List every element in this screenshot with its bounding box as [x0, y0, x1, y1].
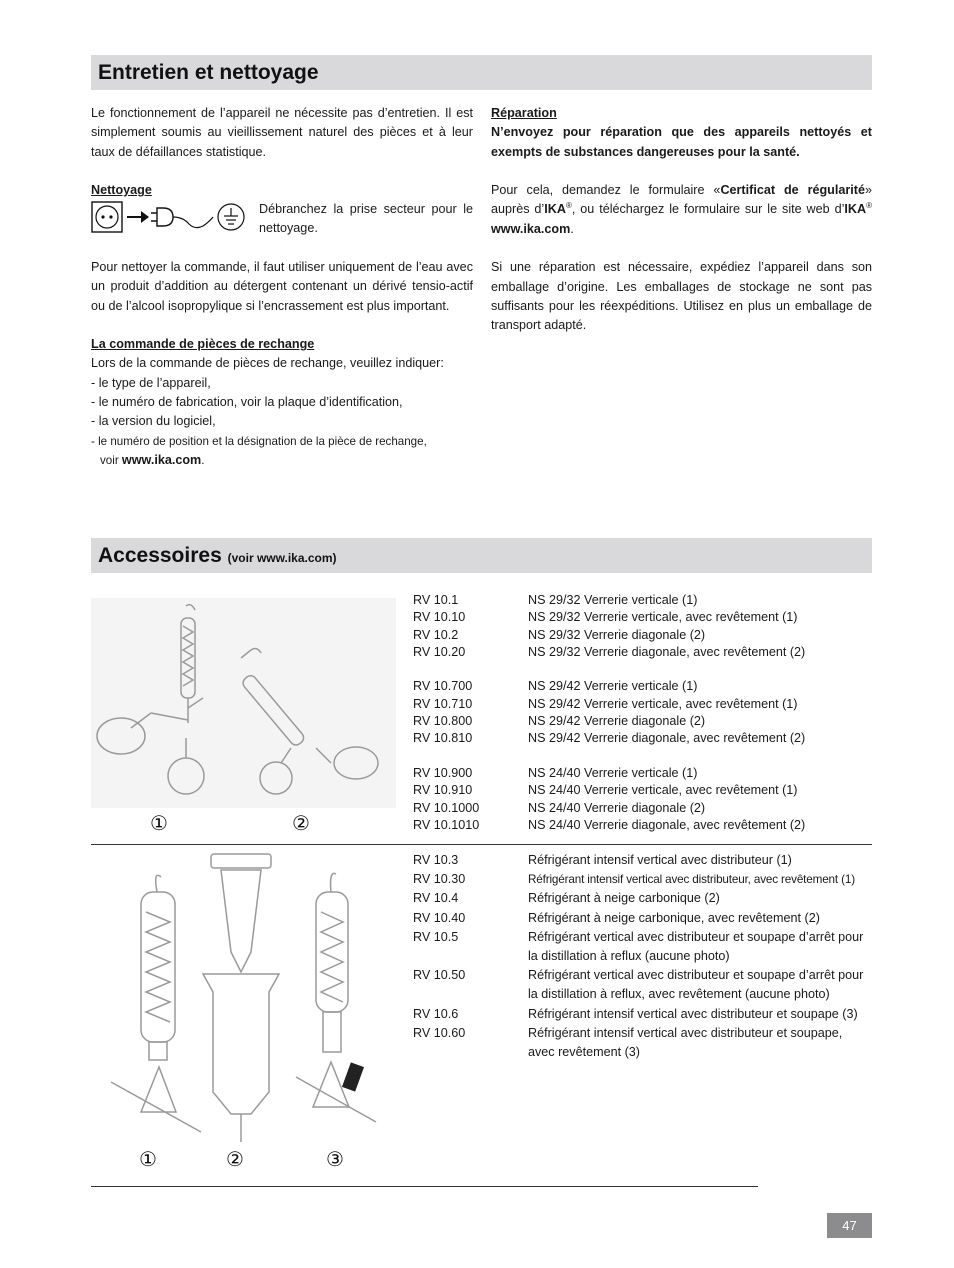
section-header-maintenance: [91, 55, 872, 90]
description-line: Réfrigérant vertical avec distributeur et soupape d’arrêt pour: [528, 929, 864, 944]
description-line: la distillation à reflux, avec revêtement (aucune photo): [528, 987, 830, 1002]
article-description: Réfrigérant à neige carbonique, avec revêtement (2): [528, 910, 820, 925]
article-code: RV 10.710: [413, 696, 473, 711]
spare-parts-item: - la version du logiciel,: [91, 414, 216, 429]
article-code: RV 10.4: [413, 891, 459, 906]
right-column: [491, 104, 872, 336]
condenser-table: [413, 851, 863, 1062]
section-header-accessories: [91, 538, 872, 573]
ika-link[interactable]: www.ika.com: [121, 452, 202, 467]
registered-mark: ®: [866, 201, 872, 211]
article-code: RV 10.30: [413, 872, 466, 887]
page-number: 47: [827, 1213, 872, 1238]
article-code: RV 10.50: [413, 968, 466, 983]
article-description: NS 24/40 Verrerie diagonale, avec revêtement (2): [528, 817, 806, 832]
spare-parts-item-cont: [91, 451, 473, 470]
article-description: NS 29/42 Verrerie verticale, avec revêtement (1): [528, 696, 798, 711]
glassware-group: [413, 678, 805, 747]
article-code: RV 10.40: [413, 910, 466, 925]
article-description: [528, 1024, 842, 1062]
period: .: [570, 221, 574, 236]
description-line: la distillation à reflux (aucune photo): [528, 949, 730, 964]
spare-parts-intro: Lors de la commande de pièces de rechange, veuillez indiquer:: [91, 356, 444, 371]
table-row: [413, 1005, 863, 1024]
table-row: [413, 644, 805, 661]
table-row: [413, 800, 805, 817]
ika-website-link[interactable]: www.ika.com: [491, 221, 571, 236]
table-row: [413, 765, 805, 782]
section-title-accessories: [98, 538, 872, 576]
article-description: NS 29/32 Verrerie verticale (1): [528, 593, 698, 607]
figure-label-1: ①: [150, 813, 168, 835]
spare-parts-heading: La commande de pièces de rechange: [91, 337, 315, 352]
description-line: avec revêtement (3): [528, 1045, 640, 1060]
article-description: NS 24/40 Verrerie verticale (1): [528, 765, 698, 780]
table-row: [413, 730, 805, 747]
period: .: [201, 453, 205, 467]
table-row: [413, 851, 863, 870]
article-code: RV 10.5: [413, 929, 459, 944]
cleaning-body: Pour nettoyer la commande, il faut utiliser uniquement de l’eau avec un produit d’addition au détergent contenant un dérivé tensio-actif ou de l’alcool isopropylique si l’encrassement est plus important.: [91, 260, 473, 313]
article-description: NS 29/32 Verrerie diagonale, avec revêtement (2): [528, 644, 806, 659]
table-row: [413, 592, 805, 609]
repair-warning: N’envoyez pour réparation que des appareils nettoyés et exempts de substances dangereuses pour la santé.: [491, 125, 872, 159]
article-code: RV 10.3: [413, 853, 459, 867]
article-code: RV 10.1010: [413, 817, 480, 832]
table-row: [413, 696, 805, 713]
article-code: RV 10.800: [413, 714, 473, 729]
certificate-name: Certificat de régularité: [720, 183, 865, 198]
article-description: Réfrigérant intensif vertical avec distributeur, avec revêtement (1): [528, 873, 855, 887]
table-row: [413, 966, 863, 1004]
unplug-text: Débranchez la prise secteur pour le nettoyage.: [259, 202, 473, 236]
article-code: RV 10.10: [413, 610, 466, 625]
article-description: NS 24/40 Verrerie diagonale (2): [528, 800, 706, 815]
table-row: [413, 889, 863, 908]
article-code: RV 10.910: [413, 783, 473, 798]
article-description: Réfrigérant à neige carbonique (2): [528, 891, 720, 906]
glassware-group: [413, 765, 805, 834]
article-code: RV 10.6: [413, 1006, 459, 1021]
table-row: [413, 1024, 863, 1062]
article-code: RV 10.2: [413, 627, 459, 642]
cleaning-heading: Nettoyage: [91, 183, 152, 198]
spare-parts-item: - le numéro de position et la désignation de la pièce de rechange,: [91, 434, 427, 448]
table-row: [413, 713, 805, 730]
article-description: NS 29/42 Verrerie diagonale (2): [528, 714, 706, 729]
repair-heading: Réparation: [491, 106, 557, 120]
table-row: [413, 782, 805, 799]
divider: [91, 844, 872, 845]
article-description: Réfrigérant intensif vertical avec distributeur (1): [528, 853, 792, 867]
spare-parts-item: - le type de l’appareil,: [91, 375, 211, 390]
divider: [91, 1186, 758, 1187]
article-code: RV 10.20: [413, 644, 466, 659]
table-row: [413, 678, 805, 695]
unplug-icon: [91, 200, 251, 236]
section-title-maintenance: Entretien et nettoyage: [98, 61, 319, 84]
table-row: [413, 817, 805, 834]
table-row: [413, 627, 805, 644]
description-line: Réfrigérant vertical avec distributeur et soupape d’arrêt pour: [528, 968, 864, 983]
table-row: [413, 909, 863, 928]
figure-label-2: ②: [226, 1149, 244, 1171]
article-description: [528, 966, 863, 1004]
article-description: NS 29/42 Verrerie verticale (1): [528, 679, 698, 694]
accessories-title: Accessoires: [98, 544, 222, 567]
article-code: RV 10.810: [413, 731, 473, 746]
spare-parts-item: - le numéro de fabrication, voir la plaque d’identification,: [91, 395, 403, 410]
table-row: [413, 609, 805, 626]
figure-label-1: ①: [139, 1149, 157, 1171]
glassware-group: [413, 592, 805, 661]
article-description: NS 29/32 Verrerie diagonale (2): [528, 627, 706, 642]
left-column: [91, 104, 473, 200]
see-text: voir: [100, 453, 119, 467]
article-description: NS 24/40 Verrerie verticale, avec revêtement (1): [528, 783, 798, 798]
table-row: [413, 928, 863, 966]
article-code: RV 10.60: [413, 1025, 466, 1040]
article-code: RV 10.700: [413, 679, 473, 694]
table-row: [413, 870, 863, 889]
description-line: Réfrigérant intensif vertical avec distributeur et soupape,: [528, 1025, 843, 1040]
left-column-lower: [91, 258, 473, 470]
article-code: RV 10.1: [413, 593, 459, 607]
article-code: RV 10.900: [413, 765, 473, 780]
text: » auprès d’: [491, 183, 872, 217]
brand-name: IKA: [544, 202, 566, 217]
accessories-subtitle: (voir www.ika.com): [227, 551, 337, 565]
article-description: [528, 928, 863, 966]
article-code: RV 10.1000: [413, 800, 480, 815]
registered-mark: ®: [565, 201, 572, 211]
text: Pour cela, demandez le formulaire «: [491, 183, 721, 198]
glassware-photo: [91, 598, 396, 808]
article-description: Réfrigérant intensif vertical avec distributeur et soupape (3): [528, 1006, 858, 1021]
condenser-photo: [91, 852, 381, 1150]
glassware-illustration: [91, 598, 396, 808]
repair-paragraph-1: [491, 181, 872, 239]
unplug-instruction: [91, 200, 473, 240]
article-description: NS 29/32 Verrerie verticale, avec revêtement (1): [528, 610, 798, 625]
glassware-table: [413, 592, 805, 834]
condenser-illustration: [91, 852, 381, 1150]
text: , ou téléchargez le formulaire sur le site web d’: [571, 202, 845, 217]
brand-name: IKA: [844, 202, 867, 217]
repair-paragraph-2: Si une réparation est nécessaire, expédiez l’appareil dans son emballage d’origine. Les emballages de stockage ne sont pas suffisants pour les réexpéditions. Utilisez en plus un emballage de transport adapté.: [491, 260, 872, 333]
intro-paragraph: Le fonctionnement de l’appareil ne nécessite pas d’entretien. Il est simplement soumis au vieillissement naturel des pièces et à leur taux de défaillances statistique.: [91, 106, 473, 159]
figure-label-2: ②: [292, 813, 310, 835]
figure-label-3: ③: [326, 1149, 344, 1171]
article-description: NS 29/42 Verrerie diagonale, avec revêtement (2): [528, 731, 806, 746]
